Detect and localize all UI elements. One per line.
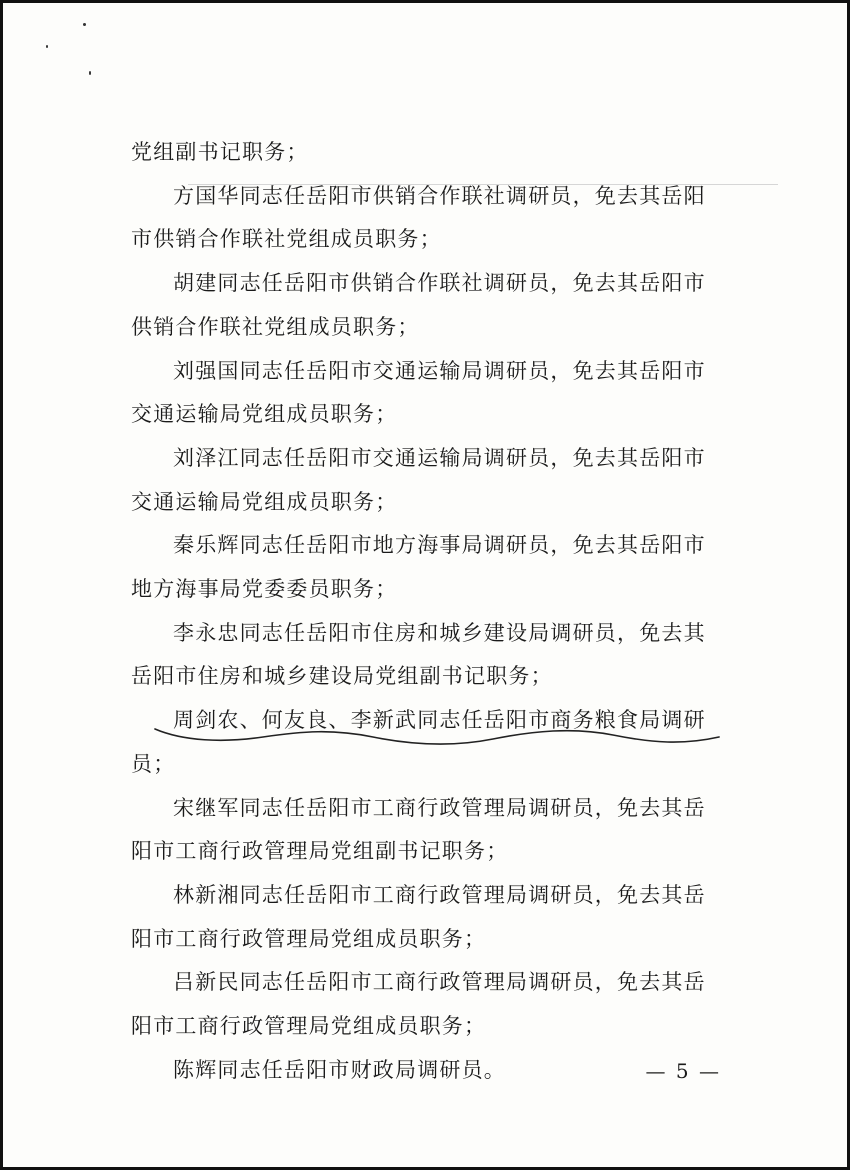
paragraph: 陈辉同志任岳阳市财政局调研员。 <box>173 1057 506 1082</box>
paragraph: 刘强国同志任岳阳市交通运输局调研员，免去其岳阳市交通运输局党组成员职务； <box>131 358 706 427</box>
paragraph-underlined: 周剑农、何友良、李新武同志任岳阳市商务粮食局调研员； <box>131 708 706 776</box>
paragraph: 吕新民同志任岳阳市工商行政管理局调研员，免去其岳阳市工商行政管理局党组成员职务； <box>131 970 706 1039</box>
paragraph: 方国华同志任岳阳市供销合作联社调研员，免去其岳阳市供销合作联社党组成员职务； <box>131 183 706 252</box>
paragraph: 胡建同志任岳阳市供销合作联社调研员，免去其岳阳市供销合作联社党组成员职务； <box>131 271 706 339</box>
scan-speck <box>83 23 86 26</box>
paragraph: 秦乐辉同志任岳阳市地方海事局调研员，免去其岳阳市地方海事局党委委员职务； <box>131 533 706 602</box>
paragraph: 李永忠同志任岳阳市住房和城乡建设局调研员，免去其岳阳市住房和城乡建设局党组副书记职务； <box>131 620 706 689</box>
paragraph: 党组副书记职务； <box>131 140 309 164</box>
document-body <box>131 131 721 1092</box>
handwritten-wavy-underline <box>153 725 723 755</box>
scan-speck <box>46 45 48 48</box>
scan-speck <box>89 71 91 75</box>
paragraph: 刘泽江同志任岳阳市交通运输局调研员，免去其岳阳市交通运输局党组成员职务； <box>131 445 706 514</box>
paragraph: 林新湘同志任岳阳市工商行政管理局调研员，免去其岳阳市工商行政管理局党组成员职务； <box>131 882 706 951</box>
paragraph: 宋继军同志任岳阳市工商行政管理局调研员，免去其岳阳市工商行政管理局党组副书记职务； <box>131 795 706 864</box>
page-number: — 5 — <box>645 1059 721 1083</box>
